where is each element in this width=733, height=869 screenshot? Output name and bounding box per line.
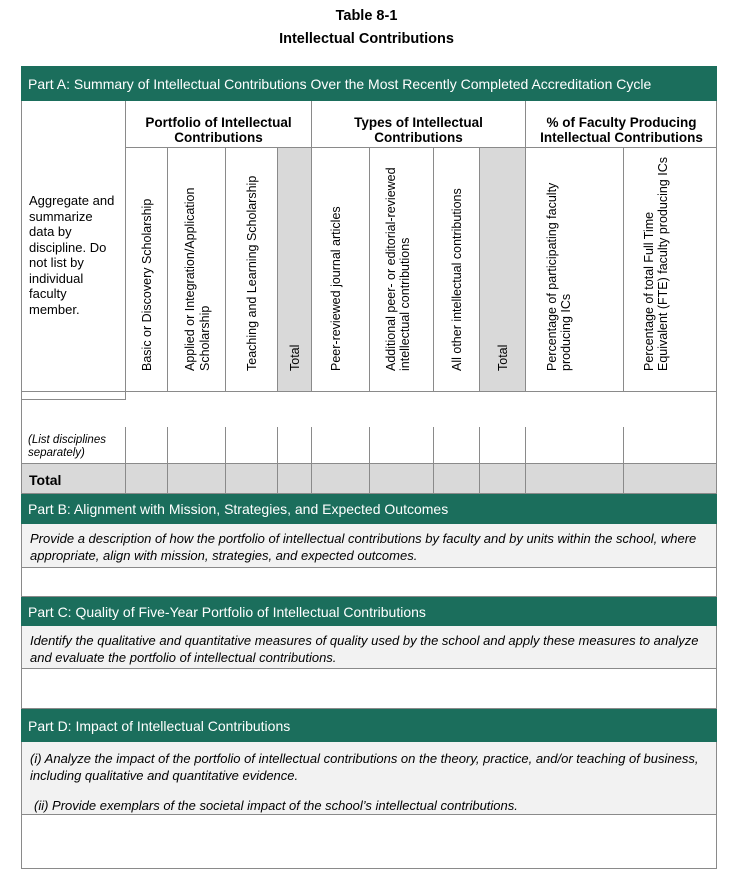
col-applied-integration — [168, 148, 226, 392]
discipline-row — [21, 427, 717, 464]
col-pct-fte-label-1: Percentage of total Full Time — [641, 211, 656, 371]
total-row-label: Total — [22, 464, 126, 494]
group-types: Types of Intellectual Contributions — [312, 101, 526, 148]
col-basic-label: Basic or Discovery Scholarship — [139, 198, 154, 371]
col-pct-participating — [526, 148, 624, 392]
part-d-text-1: (i) Analyze the impact of the portfolio of intellectual contributions on the theory, practice, and/or teaching of business, including qualitative and quantitative evidence. — [30, 751, 699, 783]
input-cell[interactable] — [526, 427, 624, 464]
part-c-header: Part C: Quality of Five-Year Portfolio of Intellectual Contributions — [21, 597, 717, 626]
col-types-total — [480, 148, 526, 392]
total-cell — [312, 464, 370, 494]
input-cell[interactable] — [480, 427, 526, 464]
list-disciplines-label: (List disciplines separately) — [22, 427, 126, 464]
part-b-response[interactable] — [21, 568, 717, 597]
col-additional-label-2: intellectual contributions — [397, 237, 412, 371]
input-cell[interactable] — [168, 427, 226, 464]
input-cell[interactable] — [278, 427, 312, 464]
aggregate-instructions: Aggregate and summarize data by discipline. Do not list by individual faculty member. — [22, 101, 126, 392]
col-additional-label-1: Additional peer- or editorial-reviewed — [383, 167, 398, 371]
input-cell[interactable] — [226, 427, 278, 464]
total-row — [21, 464, 717, 494]
total-cell — [480, 464, 526, 494]
part-c-response[interactable] — [21, 669, 717, 709]
table-number: Table 8-1 — [335, 8, 398, 24]
col-peer-label: Peer-reviewed journal articles — [328, 206, 343, 371]
input-cell[interactable] — [370, 427, 434, 464]
intellectual-contributions-table — [21, 66, 717, 869]
col-pct-fte-label-2: Equivalent (FTE) faculty producing ICs — [655, 157, 670, 371]
col-other-label: All other intellectual contributions — [449, 188, 464, 371]
input-cell[interactable] — [312, 427, 370, 464]
total-cell — [434, 464, 480, 494]
table-title: Intellectual Contributions — [279, 31, 454, 47]
col-total-label-2: Total — [495, 344, 510, 371]
total-cell — [226, 464, 278, 494]
col-pct-part-label-1: Percentage of participating faculty — [544, 182, 559, 371]
col-basic-discovery — [126, 148, 168, 392]
group-portfolio: Portfolio of Intellectual Contributions — [126, 101, 312, 148]
col-portfolio-total — [278, 148, 312, 392]
col-peer-reviewed — [312, 148, 370, 392]
total-cell — [168, 464, 226, 494]
part-a-header: Part A: Summary of Intellectual Contributions Over the Most Recently Completed Accreditation Cycle — [21, 66, 717, 101]
input-cell[interactable] — [434, 427, 480, 464]
col-pct-part-label-2: producing ICs — [558, 293, 573, 371]
total-cell — [126, 464, 168, 494]
col-total-label-1: Total — [287, 344, 302, 371]
part-d-text-2: (ii) Provide exemplars of the societal impact of the school’s intellectual contributions. — [34, 798, 518, 813]
total-cell — [370, 464, 434, 494]
col-teaching-label: Teaching and Learning Scholarship — [244, 175, 259, 371]
col-additional-reviewed — [370, 148, 434, 392]
total-cell — [278, 464, 312, 494]
input-cell[interactable] — [624, 427, 717, 464]
col-teaching-learning — [226, 148, 278, 392]
total-cell — [526, 464, 624, 494]
col-applied-label-1: Applied or Integration/Application — [182, 187, 197, 371]
part-a-grid — [21, 101, 717, 427]
part-b-description: Provide a description of how the portfolio of intellectual contributions by faculty and by units within the school, where appropriate, align with mission, strategies, and expected outcomes. — [21, 524, 717, 568]
col-all-other — [434, 148, 480, 392]
part-d-description — [21, 742, 717, 815]
col-pct-fte — [624, 148, 717, 392]
col-applied-label-2: Scholarship — [197, 305, 212, 371]
part-c-description: Identify the qualitative and quantitative measures of quality used by the school and apply these measures to analyze and evaluate the portfolio of intellectual contributions. — [21, 626, 717, 669]
group-percent: % of Faculty Producing Intellectual Contributions — [526, 101, 717, 148]
total-cell — [624, 464, 717, 494]
input-cell[interactable] — [126, 427, 168, 464]
part-b-header: Part B: Alignment with Mission, Strategies, and Expected Outcomes — [21, 494, 717, 524]
part-d-response[interactable] — [21, 815, 717, 869]
part-d-header: Part D: Impact of Intellectual Contributions — [21, 709, 717, 742]
